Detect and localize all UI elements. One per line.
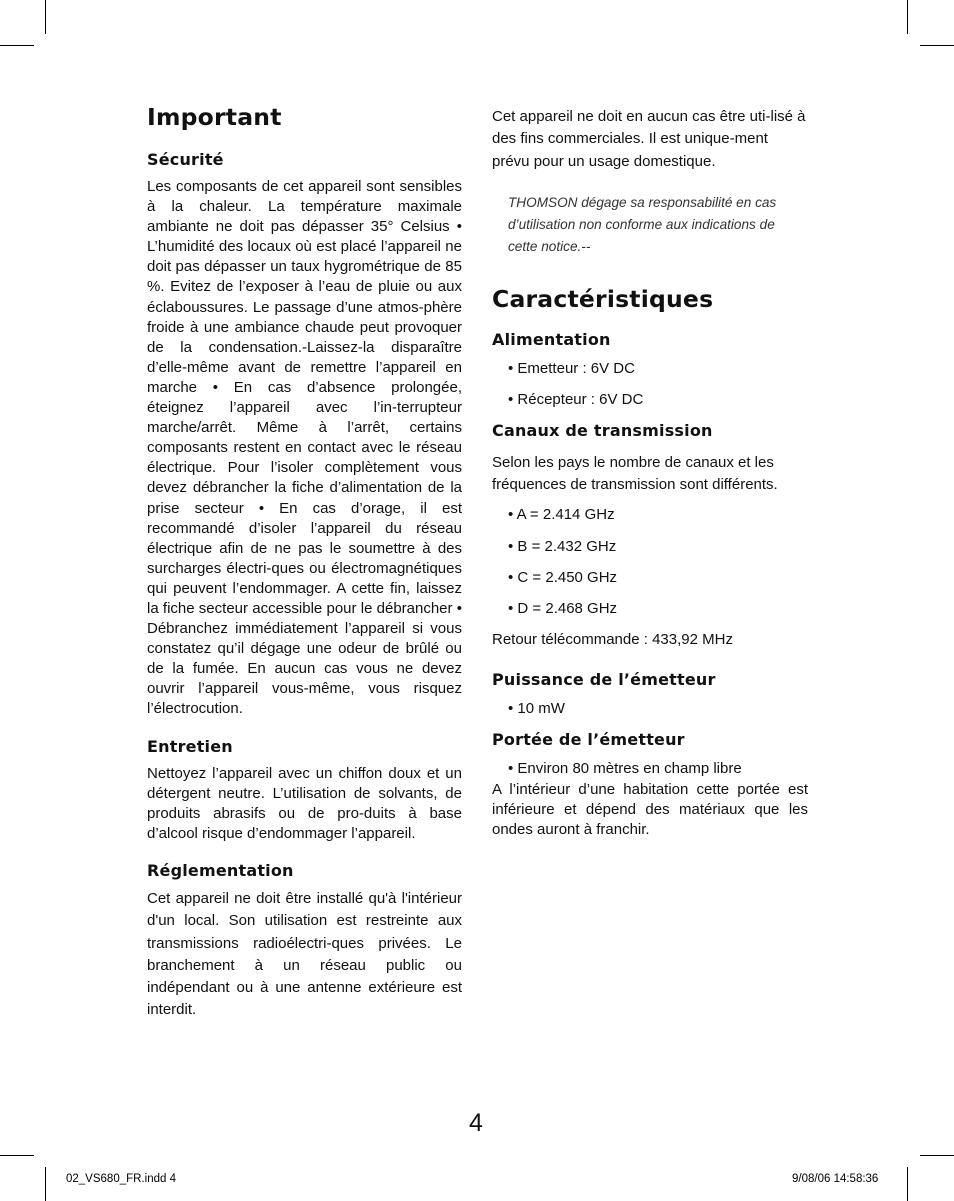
list-item: • A = 2.414 GHz: [508, 506, 615, 524]
crop-mark: [920, 1155, 954, 1156]
responsibility-note: THOMSON dégage sa responsabilité en cas d’utilisation non conforme aux indications de cette notice.--: [508, 194, 777, 254]
reglementation-heading: Réglementation: [147, 860, 294, 880]
alimentation-list: [492, 359, 808, 410]
portee-text: A l’intérieur d’une habitation cette portée est inférieure et dépend des matériaux que les ondes auront à franchir.: [492, 781, 808, 839]
crop-mark: [45, 1167, 46, 1201]
page-number: 4: [469, 1109, 483, 1137]
usage-intro-text: Cet appareil ne doit en aucun cas être uti-lisé à des fins commerciales. Il est unique-ment prévu pour un usage domestique.: [492, 108, 806, 170]
list-item: • C = 2.450 GHz: [508, 569, 618, 587]
puissance-list: [492, 699, 808, 719]
entretien-heading: Entretien: [147, 736, 233, 756]
crop-mark: [0, 45, 34, 46]
securite-text: Les composants de cet appareil sont sensibles à la chaleur. La température maximale ambiante ne doit pas dépasser 35° Celsius • L’humidité des locaux où est placé l’appareil ne doit pas dépasser un taux hygrométrique de 85 %. Evitez de l’exposer à l’eau de pluie ou aux éclaboussures. Le passage d’une atmos-phère froide à une ambiance chaude peut provoquer de la condensation.-Laissez-la disparaître d’elle-même avant de remettre l’appareil en marche • En cas d’absence prolongée, éteignez l’appareil avec l’in-terrupteur marche/arrêt. Même à l’arrêt, certains composants restent en contact avec le réseau électrique. Pour l’isoler complètement vous devez débrancher la fiche d’alimentation de la prise secteur • En cas d’orage, il est recommandé d’isoler l’appareil du réseau électrique afin de ne pas le soumettre à des surcharges électri-ques ou électromagnétiques qui peuvent l’endommager. A cette fin, laissez la fiche secteur accessible pour le débrancher • Débranchez immédiatement l’appareil si vous constatez qu’il dégage une odeur de brûlé ou de la fumée. En aucun cas vous ne devez ouvrir l’appareil vous-même, vous risquez l’électrocution.: [147, 178, 462, 718]
important-title: Important: [147, 103, 282, 131]
crop-mark: [907, 0, 908, 34]
list-item: • Environ 80 mètres en champ libre: [508, 760, 742, 778]
caracteristiques-title: Caractéristiques: [492, 284, 714, 313]
list-item: • D = 2.468 GHz: [508, 600, 618, 618]
crop-mark: [0, 1155, 34, 1156]
securite-heading: Sécurité: [147, 150, 224, 169]
right-column: [492, 100, 808, 840]
alimentation-heading: Alimentation: [492, 329, 611, 349]
reglementation-text: Cet appareil ne doit être installé qu'à l'intérieur d'un local. Son utilisation est restreinte aux transmissions radioélectri-ques privées. Le branchement à un réseau public ou indépendant ou à une antenne extérieure est interdit.: [147, 889, 462, 1019]
entretien-text: Nettoyez l’appareil avec un chiffon doux et un détergent neutre. L’utilisation de solvants, de produits abrasifs ou de pro-duits à base d’alcool risque d’endommager l’appareil.: [147, 764, 462, 842]
list-item: • B = 2.432 GHz: [508, 537, 617, 555]
portee-list: [492, 759, 808, 779]
list-item: • Emetteur : 6V DC: [508, 359, 635, 377]
canaux-list: [492, 505, 808, 619]
crop-mark: [45, 0, 46, 34]
list-item: • 10 mW: [508, 699, 565, 717]
list-item: • Récepteur : 6V DC: [508, 391, 644, 409]
footer-file-slug: 02_VS680_FR.indd 4: [66, 1173, 176, 1185]
portee-heading: Portée de l’émetteur: [492, 730, 685, 750]
canaux-heading: Canaux de transmission: [492, 421, 713, 441]
retour-telecommande-text: Retour télécommande : 433,92 MHz: [492, 630, 733, 648]
crop-mark: [907, 1167, 908, 1201]
crop-mark: [920, 45, 954, 46]
left-column: [147, 100, 462, 1022]
footer-datetime-slug: 9/08/06 14:58:36: [792, 1173, 879, 1185]
puissance-heading: Puissance de l’émetteur: [492, 669, 716, 689]
canaux-text: Selon les pays le nombre de canaux et les fréquences de transmission sont différents.: [492, 454, 778, 494]
